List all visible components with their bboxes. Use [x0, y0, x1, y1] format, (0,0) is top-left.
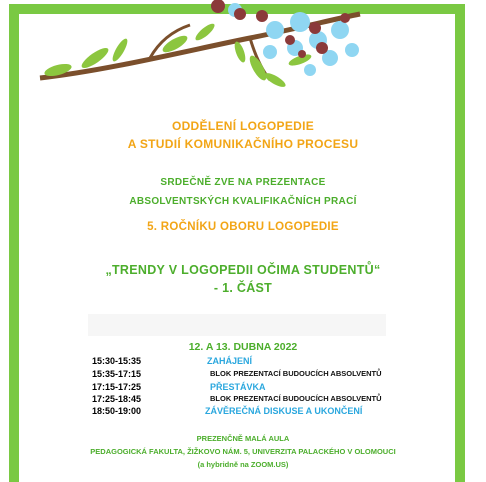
- invite-line-3: 5. ROČNÍKU OBORU LOGOPEDIE: [147, 221, 339, 233]
- schedule-event: ZAHÁJENÍ: [207, 356, 253, 366]
- divider-band: [88, 314, 386, 336]
- department-line-2: A STUDIÍ KOMUNIKAČNÍHO PROCESU: [127, 137, 359, 151]
- schedule-row: [0, 369, 486, 381]
- event-subtitle: - 1. ČÁST: [213, 281, 273, 295]
- schedule-event: BLOK PREZENTACÍ BUDOUCÍCH ABSOLVENTŮ: [210, 394, 382, 403]
- venue-address: PEDAGOGICKÁ FAKULTA, ŽIŽKOVO NÁM. 5, UNIVERZITA PALACKÉHO V OLOMOUCI: [90, 447, 396, 456]
- schedule-time: 18:50-19:00: [92, 406, 142, 416]
- schedule-row: [0, 394, 486, 406]
- schedule-event: PŘESTÁVKA: [210, 382, 266, 392]
- schedule-row: [0, 382, 486, 394]
- schedule-time: 15:30-15:35: [92, 356, 142, 366]
- schedule-time: 17:15-17:25: [92, 382, 142, 392]
- venue-room: PREZENČNĚ MALÁ AULA: [196, 434, 290, 443]
- department-line-1: ODDĚLENÍ LOGOPEDIE: [171, 119, 315, 133]
- schedule-time: 15:35-17:15: [92, 369, 142, 379]
- schedule-row: [0, 406, 486, 418]
- schedule-event: BLOK PREZENTACÍ BUDOUCÍCH ABSOLVENTŮ: [210, 369, 382, 378]
- schedule-time: 17:25-18:45: [92, 394, 142, 404]
- invite-line-1: SRDEČNĚ ZVE NA PREZENTACE: [160, 177, 326, 188]
- flower-branch-illustration: [0, 0, 486, 110]
- schedule-event: ZÁVĚREČNÁ DISKUSE A UKONČENÍ: [205, 406, 363, 416]
- event-date: 12. A 13. DUBNA 2022: [188, 341, 298, 353]
- event-title: „TRENDY V LOGOPEDII OČIMA STUDENTŮ“: [105, 263, 381, 277]
- invite-line-2: ABSOLVENTSKÝCH KVALIFIKAČNÍCH PRACÍ: [129, 196, 357, 207]
- schedule-row: [0, 356, 486, 368]
- venue-hybrid: (a hybridně na ZOOM.US): [197, 460, 289, 469]
